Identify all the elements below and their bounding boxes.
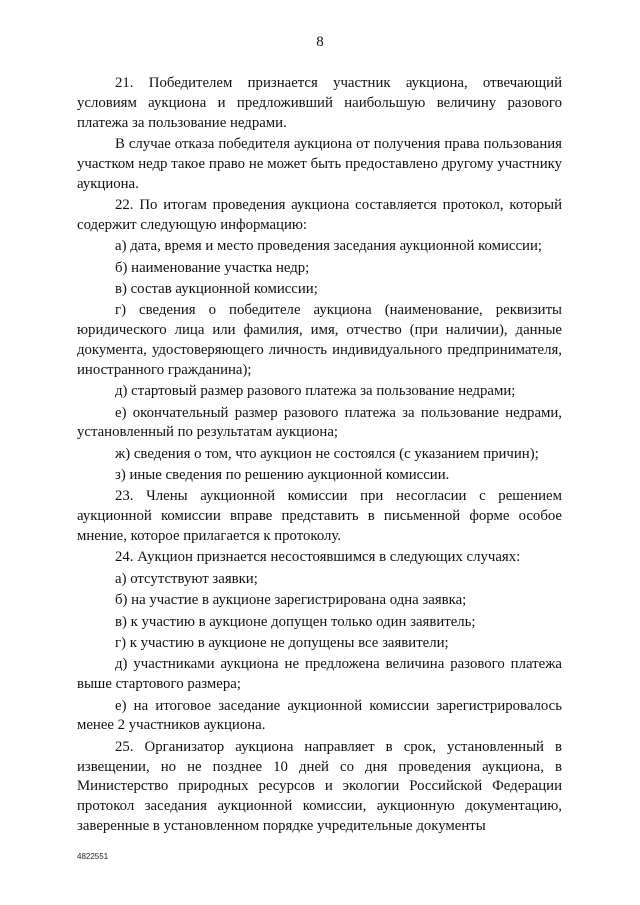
list-item: б) наименование участка недр;	[115, 259, 310, 276]
list-item: е) на итоговое заседание аукционной комиссии зарегистрировалось менее 2 участников аукциона.	[77, 697, 562, 734]
paragraph-25: 25. Организатор аукциона направляет в срок, установленный в извещении, но не позднее 10 дней со дня проведения аукциона, в Министерство природных ресурсов и экологии Российской Федерации протокол заседания аукционной комиссии, аукционную документацию, заверенные в установленном порядке учредительные документы	[77, 738, 562, 834]
page-number: 8	[316, 34, 324, 50]
document-body	[77, 74, 562, 838]
list-item: е) окончательный размер разового платежа за пользование недрами, установленный по результатам аукциона;	[77, 404, 562, 441]
list-item: б) на участие в аукционе зарегистрирована одна заявка;	[115, 592, 467, 609]
list-item: д) стартовый размер разового платежа за пользование недрами;	[115, 383, 516, 400]
paragraph-21: 21. Победителем признается участник аукциона, отвечающий условиям аукциона и предложивший наибольшую величину разового платежа за пользование недрами.	[77, 75, 562, 131]
list-item: а) дата, время и место проведения заседания аукционной комиссии;	[115, 238, 543, 255]
paragraph-21-refusal: В случае отказа победителя аукциона от получения права пользования участком недр такое право не может быть предоставлено другому участнику аукциона.	[77, 135, 562, 192]
list-item: а) отсутствуют заявки;	[115, 570, 258, 587]
list-item: ж) сведения о том, что аукцион не состоялся (с указанием причин);	[115, 445, 539, 462]
document-code: 4822551	[77, 852, 109, 861]
list-item: г) сведения о победителе аукциона (наименование, реквизиты юридического лица или фамилия, имя, отчество (при наличии), данные документа, удостоверяющего личность индивидуального предпринимателя, иностранного гражданина);	[77, 302, 562, 378]
list-item: д) участниками аукциона не предложена величина разового платежа выше стартового размера;	[77, 656, 562, 693]
paragraph-22: 22. По итогам проведения аукциона составляется протокол, который содержит следующую информацию:	[77, 196, 562, 233]
list-item: г) к участию в аукционе не допущены все заявители;	[115, 635, 449, 652]
list-item: в) к участию в аукционе допущен только один заявитель;	[115, 613, 476, 630]
list-item: в) состав аукционной комиссии;	[115, 280, 318, 297]
list-item: з) иные сведения по решению аукционной комиссии.	[115, 467, 450, 484]
paragraph-23: 23. Члены аукционной комиссии при несогласии с решением аукционной комиссии вправе представить в письменной форме особое мнение, которое прилагается к протоколу.	[77, 488, 562, 545]
paragraph-24: 24. Аукцион признается несостоявшимся в следующих случаях:	[115, 549, 521, 566]
